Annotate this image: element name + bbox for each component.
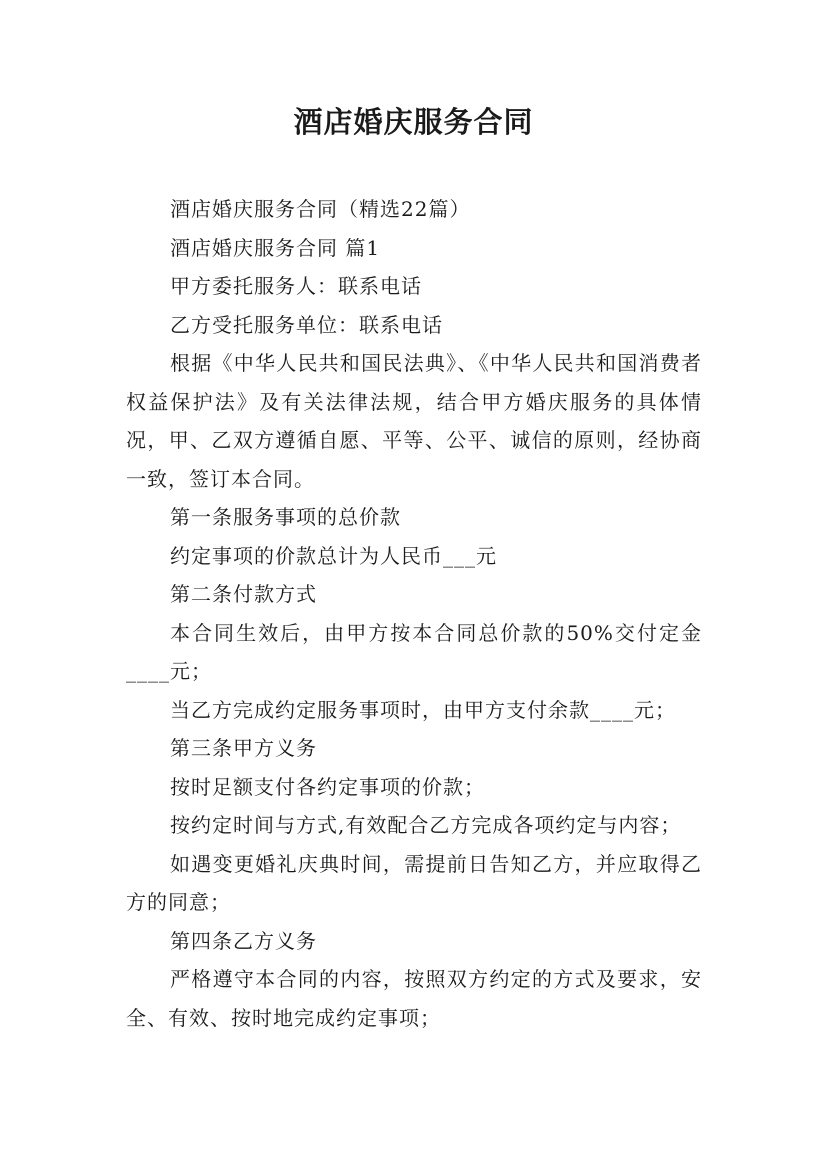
paragraph-preamble: 根据《中华人民共和国民法典》、《中华人民共和国消费者权益保护法》及有关法律法规，结合甲方婚庆服务的具体情况，甲、乙双方遵循自愿、平等、公平、诚信的原则，经协商一致，签订本合同。 — [126, 351, 702, 491]
paragraph-article-1-body: 约定事项的价款总计为人民币___元 — [170, 543, 497, 568]
paragraph-article-2-heading: 第二条付款方式 — [170, 582, 317, 606]
paragraph-collection-title: 酒店婚庆服务合同（精选22篇） — [170, 197, 471, 221]
paragraph-article-3-item-2: 按约定时间与方式,有效配合乙方完成各项约定与内容； — [170, 813, 682, 837]
document-title: 酒店婚庆服务合同 — [293, 105, 534, 139]
paragraph-party-b: 乙方受托服务单位：联系电话 — [170, 312, 443, 337]
paragraph-article-1-heading: 第一条服务事项的总价款 — [170, 505, 401, 529]
paragraph-article-2-balance: 当乙方完成约定服务事项时，由甲方支付余款____元； — [170, 697, 676, 722]
document-body — [126, 190, 702, 1037]
paragraph-party-a: 甲方委托服务人：联系电话 — [170, 274, 422, 298]
paragraph-article-2-deposit: 本合同生效后，由甲方按本合同总价款的50%交付定金____元； — [126, 620, 702, 683]
paragraph-article-4-heading: 第四条乙方义务 — [170, 928, 317, 953]
paragraph-article-3-item-1: 按时足额支付各约定事项的价款； — [170, 774, 485, 799]
paragraph-article-3-item-3: 如遇变更婚礼庆典时间，需提前日告知乙方，并应取得乙方的同意； — [126, 851, 702, 914]
paragraph-article-3-heading: 第三条甲方义务 — [170, 736, 317, 760]
paragraph-article-4-item-1: 严格遵守本合同的内容，按照双方约定的方式及要求，安全、有效、按时地完成约定事项； — [126, 967, 702, 1030]
paragraph-section-heading: 酒店婚庆服务合同 篇1 — [170, 235, 381, 260]
